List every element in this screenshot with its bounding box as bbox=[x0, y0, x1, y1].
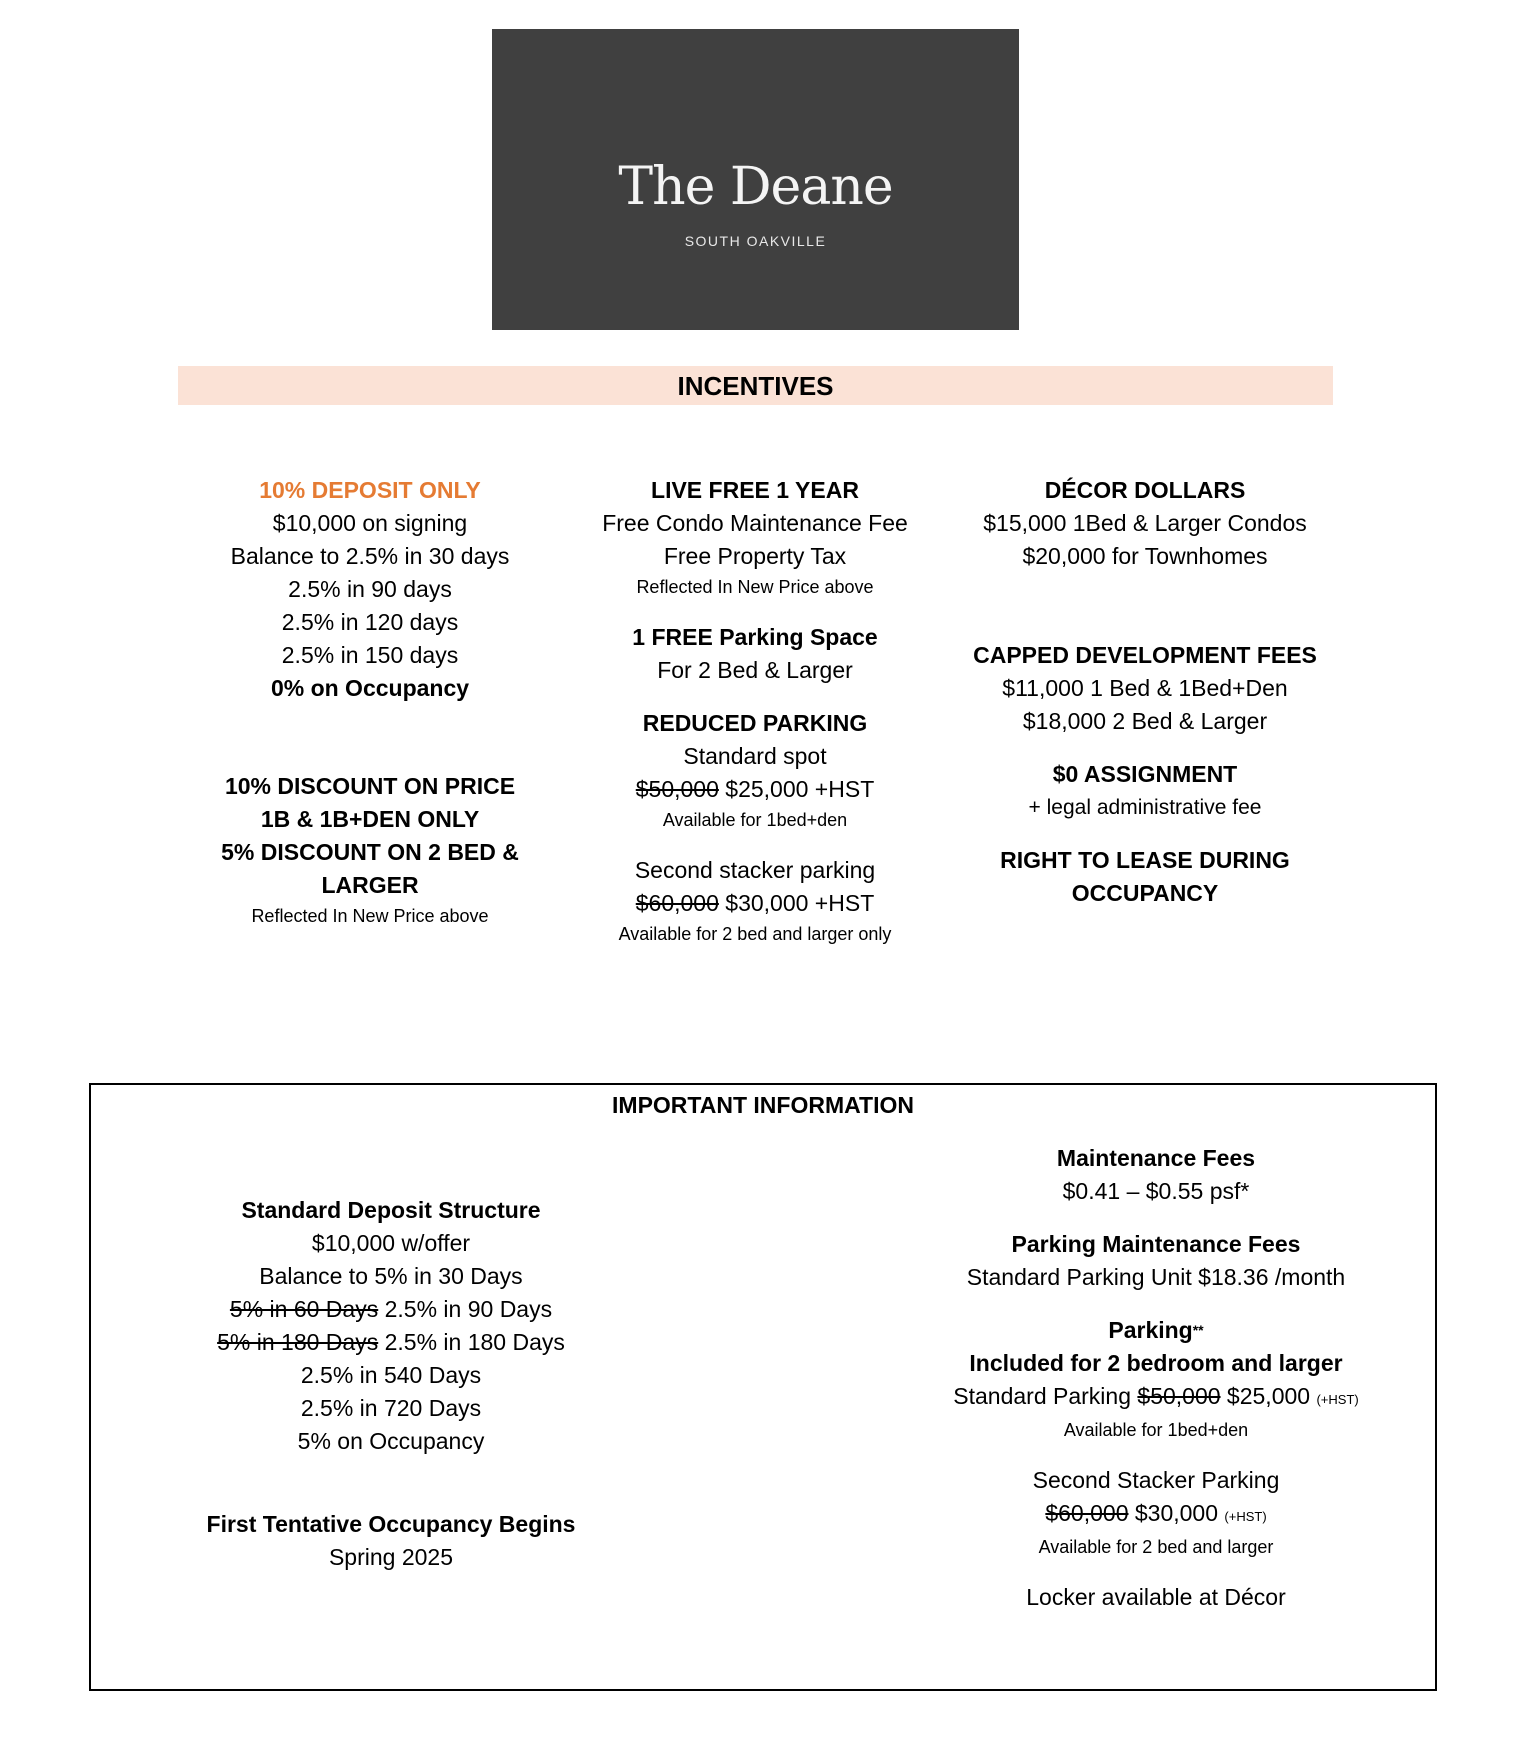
stacker-parking-note: Available for 2 bed and larger only bbox=[618, 924, 892, 944]
old-price: $60,000 bbox=[1045, 1500, 1129, 1526]
lease-line: RIGHT TO LEASE DURING bbox=[1000, 847, 1290, 873]
stacker-parking-price bbox=[575, 887, 935, 920]
incentives-banner: INCENTIVES bbox=[178, 366, 1333, 405]
old-term: 5% in 180 Days bbox=[217, 1329, 379, 1355]
decor-title: DÉCOR DOLLARS bbox=[1044, 477, 1246, 503]
new-term: 2.5% in 90 Days bbox=[378, 1296, 553, 1322]
occupancy-title: First Tentative Occupancy Begins bbox=[206, 1511, 576, 1537]
new-term: 2.5% in 180 Days bbox=[378, 1329, 565, 1355]
live-free-note: Reflected In New Price above bbox=[636, 577, 874, 597]
logo-subtitle: SOUTH OAKVILLE bbox=[684, 233, 827, 249]
maintenance-fees-title: Maintenance Fees bbox=[1056, 1145, 1256, 1171]
parking-maintenance-title: Parking Maintenance Fees bbox=[1011, 1231, 1301, 1257]
new-price: $30,000 +HST bbox=[718, 890, 875, 916]
logo-block bbox=[492, 29, 1019, 330]
incentives-column-deposit bbox=[190, 474, 550, 930]
lease-line: OCCUPANCY bbox=[1071, 880, 1219, 906]
capped-fees-line: $18,000 2 Bed & Larger bbox=[1022, 708, 1268, 734]
price-prefix: Standard Parking bbox=[953, 1383, 1138, 1409]
hst-label: (+HST) bbox=[1224, 1509, 1267, 1524]
old-term: 5% in 60 Days bbox=[229, 1296, 379, 1322]
maintenance-fees-line: $0.41 – $0.55 psf* bbox=[1062, 1178, 1250, 1204]
stacker-parking-line: Second Stacker Parking bbox=[1032, 1467, 1280, 1493]
deposit-line: 2.5% in 120 days bbox=[281, 609, 459, 635]
locker-line: Locker available at Décor bbox=[1026, 1584, 1286, 1610]
new-price: $25,000 bbox=[1220, 1383, 1317, 1409]
new-price: $30,000 bbox=[1128, 1500, 1225, 1526]
decor-line: $20,000 for Townhomes bbox=[1022, 543, 1268, 569]
live-free-line: Free Property Tax bbox=[663, 543, 847, 569]
old-price: $50,000 bbox=[635, 776, 719, 802]
capped-fees-line: $11,000 1 Bed & 1Bed+Den bbox=[1002, 675, 1288, 701]
standard-deposit-line: 2.5% in 540 Days bbox=[300, 1362, 482, 1388]
assignment-line: + legal administrative fee bbox=[1028, 796, 1262, 819]
reduced-parking-price bbox=[575, 773, 935, 806]
standard-deposit-line bbox=[191, 1326, 591, 1359]
standard-parking-price bbox=[891, 1380, 1421, 1416]
occupancy-line: Spring 2025 bbox=[328, 1544, 454, 1570]
stacker-parking-price bbox=[891, 1497, 1421, 1533]
live-free-line: Free Condo Maintenance Fee bbox=[602, 510, 908, 536]
standard-parking-note: Available for 1bed+den bbox=[1063, 1420, 1249, 1440]
deposit-line: 2.5% in 150 days bbox=[281, 642, 459, 668]
new-price: $25,000 +HST bbox=[718, 776, 875, 802]
deposit-line: $10,000 on signing bbox=[272, 510, 468, 536]
discount-line: LARGER bbox=[321, 872, 419, 898]
info-left-column bbox=[191, 1194, 591, 1574]
standard-deposit-line: Balance to 5% in 30 Days bbox=[259, 1263, 523, 1289]
standard-deposit-line: 2.5% in 720 Days bbox=[300, 1395, 482, 1421]
deposit-line: Balance to 2.5% in 30 days bbox=[230, 543, 510, 569]
logo-name: The Deane bbox=[618, 157, 893, 217]
parking-maintenance-line: Standard Parking Unit $18.36 /month bbox=[966, 1264, 1346, 1290]
info-right-column bbox=[891, 1142, 1421, 1614]
hst-label: (+HST) bbox=[1316, 1392, 1359, 1407]
standard-deposit-line bbox=[191, 1293, 591, 1326]
stacker-parking-note: Available for 2 bed and larger bbox=[1038, 1537, 1274, 1557]
reduced-parking-line: Standard spot bbox=[683, 743, 827, 769]
free-parking-title: 1 FREE Parking Space bbox=[632, 624, 878, 650]
old-price: $60,000 bbox=[635, 890, 719, 916]
free-parking-line: For 2 Bed & Larger bbox=[657, 657, 853, 683]
discount-line: 5% DISCOUNT ON 2 BED & bbox=[221, 839, 519, 865]
reduced-parking-title: REDUCED PARKING bbox=[642, 710, 868, 736]
important-info-title: IMPORTANT INFORMATION bbox=[612, 1092, 914, 1118]
parking-included-line: Included for 2 bedroom and larger bbox=[969, 1350, 1343, 1376]
standard-deposit-line: 5% on Occupancy bbox=[297, 1428, 485, 1454]
decor-line: $15,000 1Bed & Larger Condos bbox=[983, 510, 1307, 536]
deposit-line: 2.5% in 90 days bbox=[288, 576, 452, 602]
standard-deposit-line: $10,000 w/offer bbox=[311, 1230, 471, 1256]
capped-fees-title: CAPPED DEVELOPMENT FEES bbox=[973, 642, 1317, 668]
deposit-title: 10% DEPOSIT ONLY bbox=[259, 477, 481, 503]
discount-line: 1B & 1B+DEN ONLY bbox=[260, 806, 480, 832]
live-free-title: LIVE FREE 1 YEAR bbox=[651, 477, 859, 503]
deposit-occupancy: 0% on Occupancy bbox=[270, 675, 470, 701]
important-info-box bbox=[89, 1083, 1437, 1691]
parking-title-text: Parking bbox=[1108, 1317, 1193, 1343]
parking-footnote-mark: ** bbox=[1192, 1322, 1204, 1338]
stacker-parking-line: Second stacker parking bbox=[634, 857, 876, 883]
parking-title bbox=[891, 1314, 1421, 1347]
assignment-title: $0 ASSIGNMENT bbox=[1052, 761, 1238, 787]
discount-line: 10% DISCOUNT ON PRICE bbox=[224, 773, 516, 799]
old-price: $50,000 bbox=[1137, 1383, 1221, 1409]
reduced-parking-note: Available for 1bed+den bbox=[662, 810, 848, 830]
incentives-column-fees bbox=[955, 474, 1335, 910]
standard-deposit-title: Standard Deposit Structure bbox=[241, 1197, 541, 1223]
discount-note: Reflected In New Price above bbox=[251, 906, 489, 926]
incentives-column-living bbox=[575, 474, 935, 948]
